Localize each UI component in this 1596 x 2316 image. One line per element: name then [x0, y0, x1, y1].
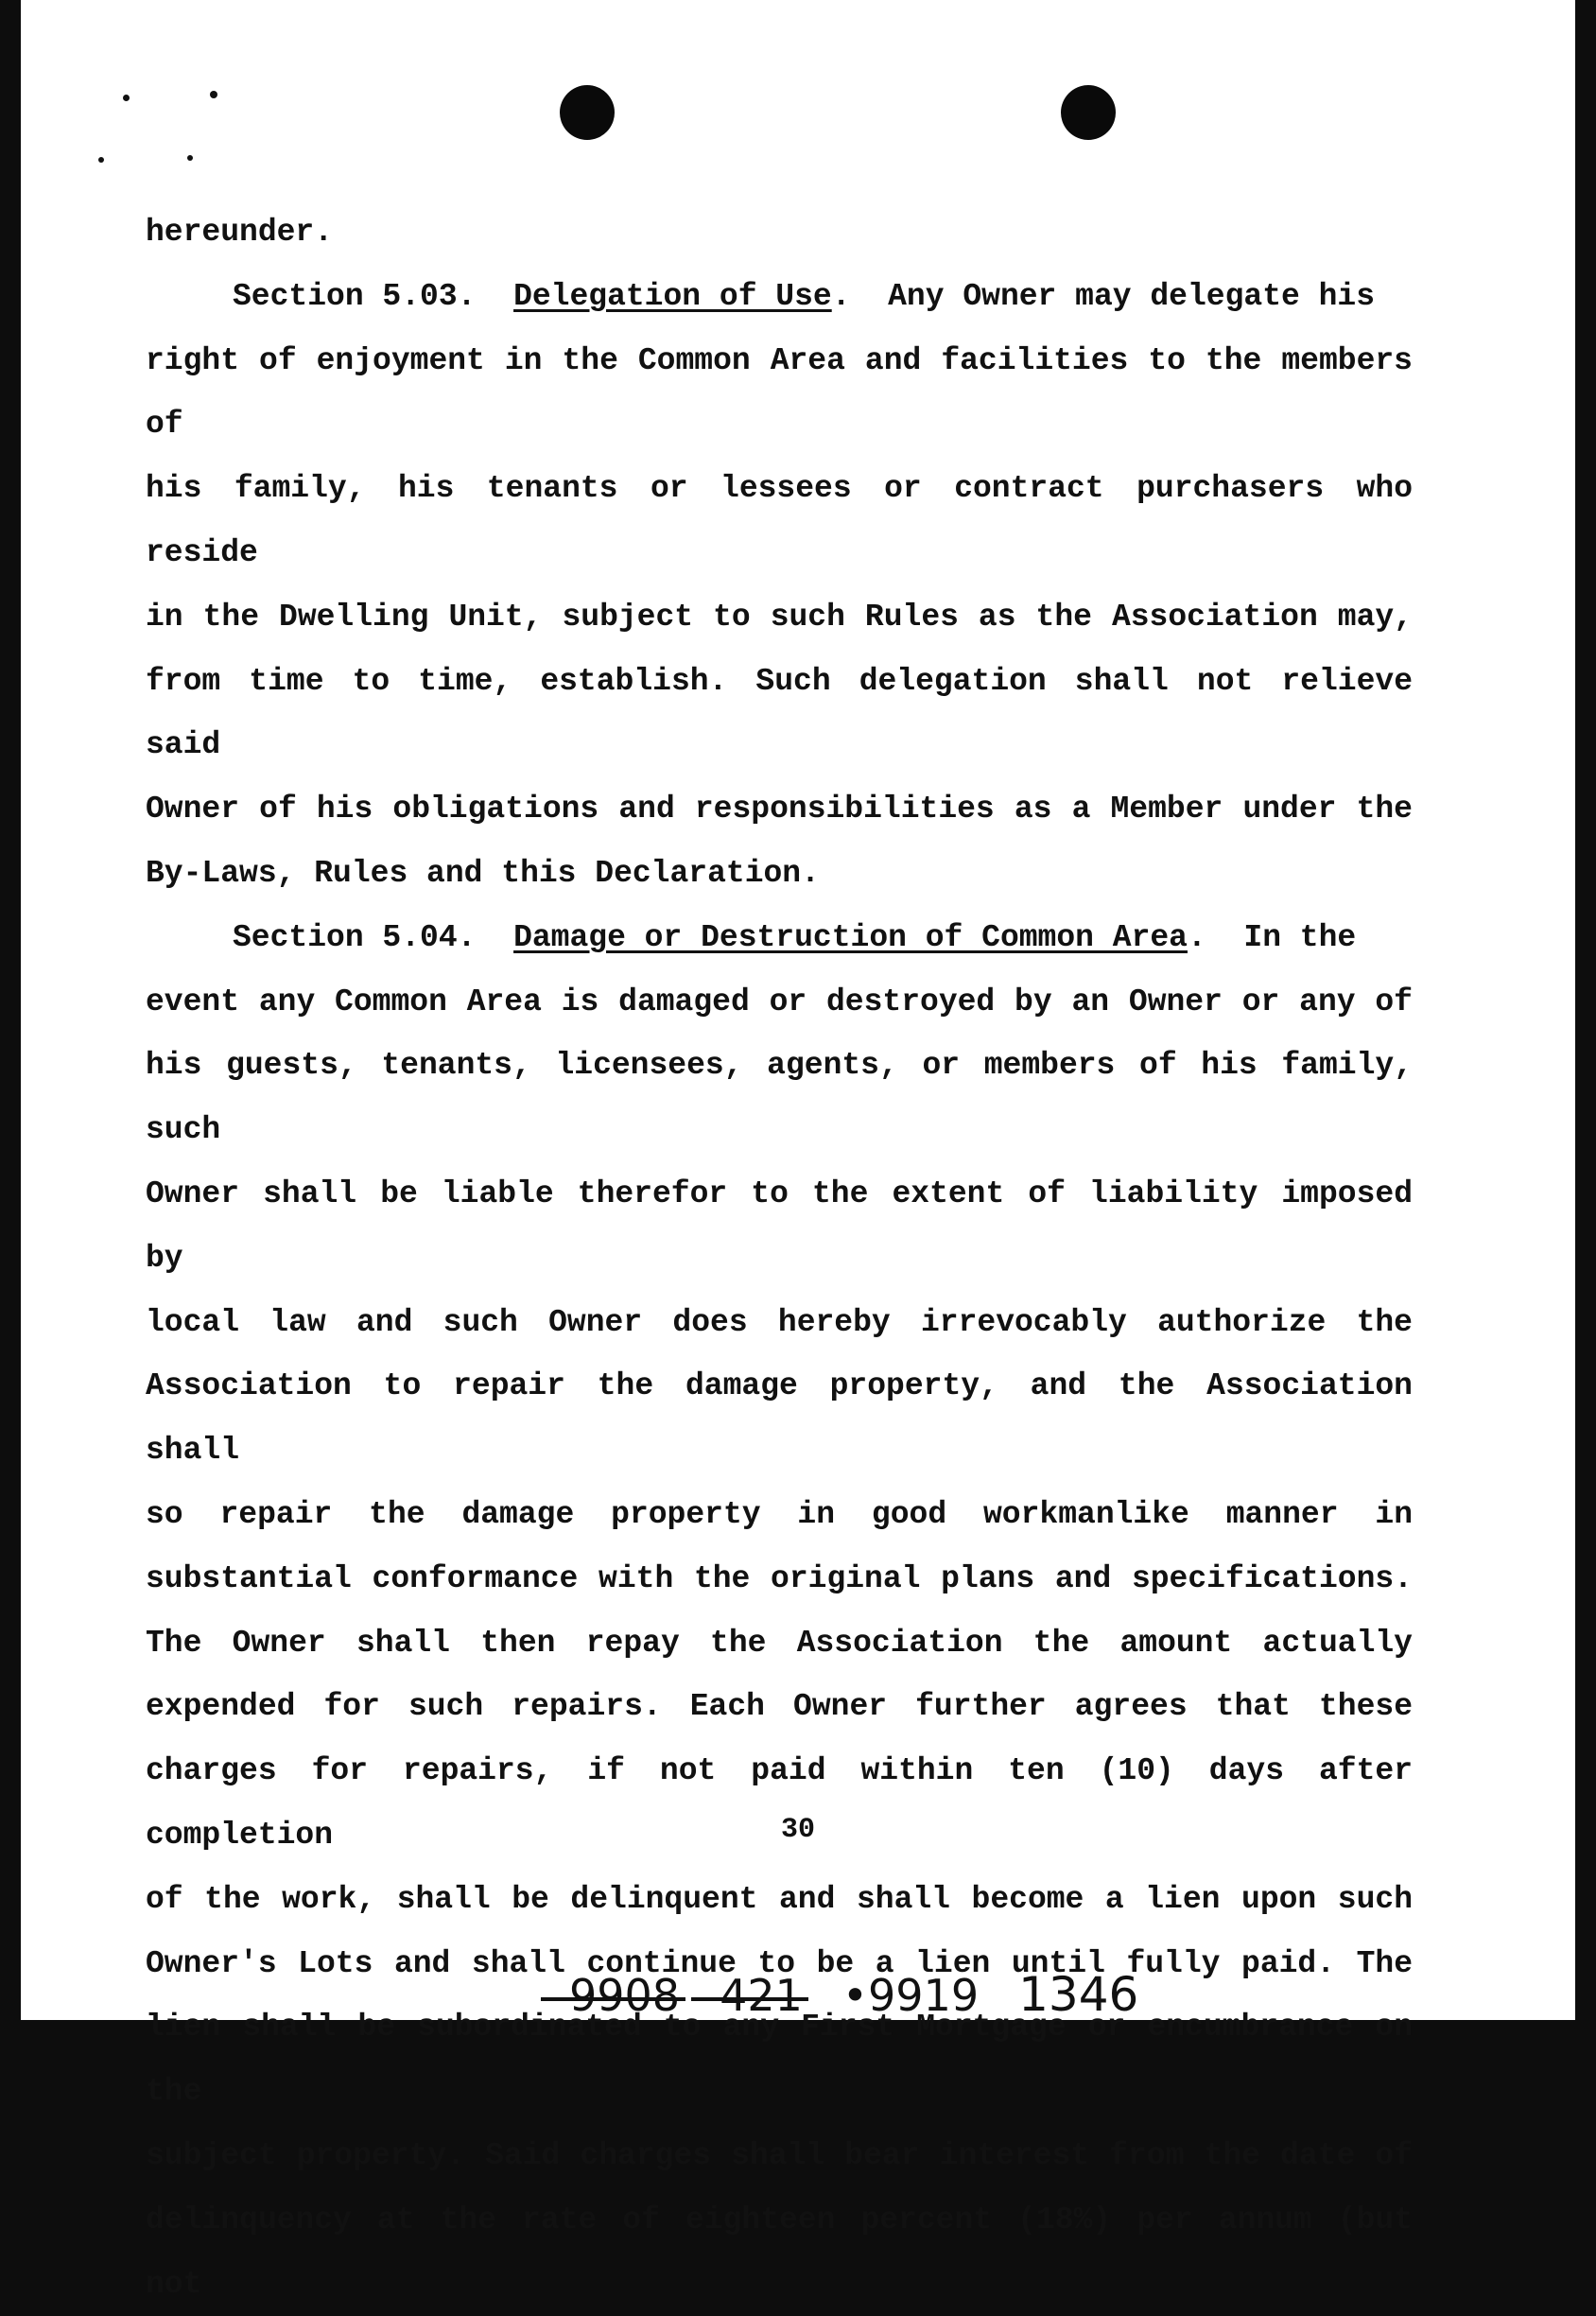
text-line: Owner of his obligations and responsibilities as a Member under the	[146, 792, 1413, 827]
text-line: right of enjoyment in the Common Area and facilities to the members of	[146, 342, 1413, 443]
bates-stamp	[569, 1967, 1138, 2022]
text-line: Owner shall be liable therefor to the extent of liability imposed by	[146, 1175, 1413, 1276]
text-line: Owner's Lots and shall continue to be a lien until fully paid. The	[146, 1945, 1413, 1981]
text-line: his family, his tenants or lessees or contract purchasers who reside	[146, 471, 1413, 570]
text-line: event any Common Area is damaged or destroyed by an Owner or any of	[146, 984, 1413, 1019]
text-line: so repair the damage property in good workmanlike manner in	[146, 1496, 1413, 1532]
text-line: Association to repair the damage property, and the Association shall	[146, 1368, 1413, 1469]
punch-hole-left	[560, 85, 615, 140]
text-line: lien shall be subordinated to any First Mortgage or encumbrance on the	[146, 2010, 1413, 2110]
section-heading-line	[146, 265, 1413, 329]
stamp-number-struck: 9908	[569, 1970, 681, 2021]
section-title: Delegation of Use	[513, 278, 832, 314]
text-line: substantial conformance with the original plans and specifications.	[146, 1560, 1413, 1596]
stamp-number-struck: 421	[720, 1970, 803, 2021]
section-heading-line	[146, 906, 1413, 970]
section-title: Damage or Destruction of Common Area	[513, 919, 1188, 955]
text-line: delinquency at the rate of eighteen percent (18%) per annum (but not	[146, 2202, 1413, 2302]
punch-hole-right	[1061, 85, 1116, 140]
text-line: By-Laws, Rules and this Declaration.	[146, 855, 820, 891]
document-page	[21, 0, 1575, 2302]
text-line: local law and such Owner does hereby irrevocably authorize the	[146, 1304, 1413, 1340]
text-line: of the work, shall be delinquent and shall become a lien upon such	[146, 1881, 1413, 1917]
section-number: Section 5.03.	[233, 278, 477, 314]
text-line: hereunder.	[146, 215, 334, 250]
stamp-number: 1346	[1018, 1967, 1139, 2022]
scan-speck	[123, 95, 130, 101]
scan-speck	[210, 91, 217, 98]
text-line: from time to time, establish. Such delegation shall not relieve said	[146, 663, 1413, 763]
text-fragment: . Any Owner may delegate his	[831, 278, 1376, 314]
stamp-mark-icon: •	[841, 1970, 869, 2021]
text-line: charges for repairs, if not paid within ten (10) days after completion	[146, 1753, 1413, 1853]
stamp-number-value: 9919	[868, 1970, 980, 2021]
section-number: Section 5.04.	[233, 919, 477, 955]
stamp-number	[842, 1970, 979, 2021]
page-number: 30	[780, 1814, 815, 1846]
text-fragment: . In the	[1187, 919, 1357, 955]
text-line: in the Dwelling Unit, subject to such Rules as the Association may,	[146, 599, 1413, 635]
scan-speck	[98, 157, 104, 163]
text-line: The Owner shall then repay the Association the amount actually	[146, 1625, 1413, 1661]
scan-speck	[187, 155, 193, 161]
text-line: expended for such repairs. Each Owner further agrees that these	[146, 1689, 1413, 1725]
text-line: his guests, tenants, licensees, agents, or members of his family, such	[146, 1048, 1413, 1148]
text-line: subject property. Said charges shall bear interest from the date of	[146, 2137, 1413, 2173]
